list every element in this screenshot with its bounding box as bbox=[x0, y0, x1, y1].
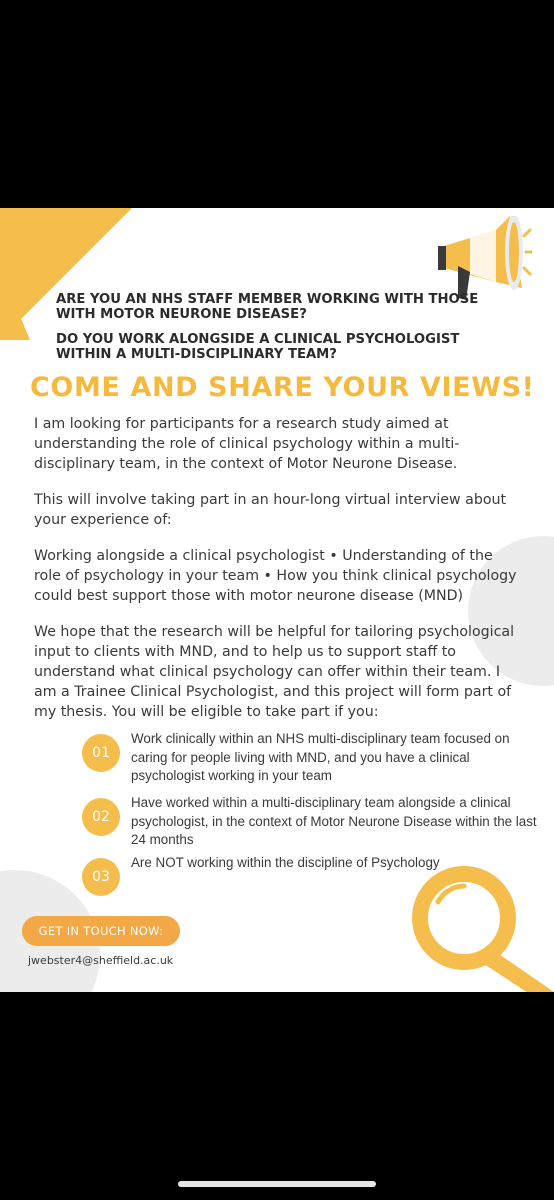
criterion-number-badge: 02 bbox=[82, 798, 120, 836]
magnifying-glass-icon bbox=[404, 860, 554, 992]
interview-paragraph: This will involve taking part in an hour-long virtual interview about your experience of: bbox=[34, 492, 507, 528]
criterion-text: Are NOT working within the discipline of Psychology bbox=[131, 855, 440, 870]
get-in-touch-button[interactable]: GET IN TOUCH NOW: bbox=[22, 916, 180, 946]
criterion-item-1 bbox=[82, 730, 542, 786]
criterion-number-badge: 03 bbox=[82, 858, 120, 896]
question-nhs-staff: ARE YOU AN NHS STAFF MEMBER WORKING WITH THOSE WITH MOTOR NEURONE DISEASE? bbox=[56, 292, 479, 322]
corner-left-accent bbox=[0, 208, 30, 340]
criterion-item-2 bbox=[82, 794, 542, 850]
intro-paragraph: I am looking for participants for a research study aimed at understanding the role of clinical psychology within a multi-disciplinary team, in the context of Motor Neurone Disease. bbox=[34, 416, 460, 472]
criterion-text: Work clinically within an NHS multi-disciplinary team focused on caring for people living with MND, and you have a clinical psychologist working in your team bbox=[131, 731, 510, 783]
criterion-number-badge: 01 bbox=[82, 734, 120, 772]
recruitment-poster bbox=[0, 208, 554, 992]
question-clinical-psychologist: DO YOU WORK ALONGSIDE A CLINICAL PSYCHOLOGIST WITHIN A MULTI-DISCIPLINARY TEAM? bbox=[56, 332, 460, 362]
experience-topics: Working alongside a clinical psychologist • Understanding of the role of psychology in your team • How you think clinical psychology could best support those with motor neurone disease (MND) bbox=[34, 548, 517, 604]
home-indicator[interactable] bbox=[178, 1181, 376, 1187]
headline: COME AND SHARE YOUR VIEWS! bbox=[30, 372, 535, 403]
contact-email[interactable]: jwebster4@sheffield.ac.uk bbox=[28, 954, 174, 967]
purpose-paragraph: We hope that the research will be helpful for tailoring psychological input to clients with MND, and to help us to support staff to understand what clinical psychology can offer within their team. I am a Trainee Clinical Psychologist, and this project will form part of my thesis. You will be eligible to take part if you: bbox=[34, 624, 515, 720]
criterion-text: Have worked within a multi-disciplinary team alongside a clinical psychologist, in the context of Motor Neurone Disease within the last 24 months bbox=[131, 795, 537, 847]
